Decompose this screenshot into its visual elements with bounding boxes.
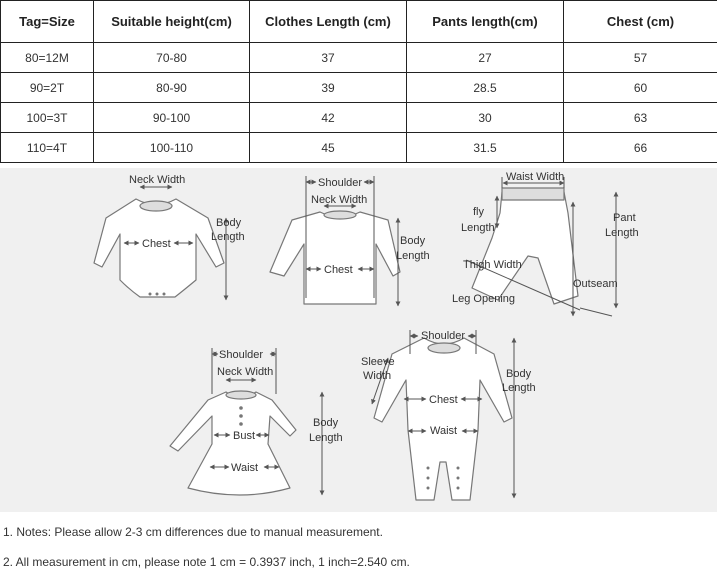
pants-waistband — [502, 188, 564, 200]
shirt-body-label: Body — [400, 235, 426, 247]
dress-outline — [170, 392, 296, 495]
header-clothes-length: Clothes Length (cm) — [250, 1, 407, 43]
cell-pants-length: 27 — [407, 43, 564, 73]
cell-chest: 63 — [564, 103, 717, 133]
romper-collar — [428, 343, 460, 353]
romper-shoulder-label: Shoulder — [421, 330, 466, 342]
pants-fly-length-label: Length — [461, 222, 495, 234]
table-header-row — [1, 1, 717, 43]
table-row — [1, 43, 717, 73]
pants-thigh-width-label: Thigh Width — [463, 259, 522, 271]
romper-outline — [374, 338, 512, 500]
pants-pant-label: Pant — [613, 212, 636, 224]
romper-chest-label: Chest — [429, 394, 458, 406]
cell-chest: 57 — [564, 43, 717, 73]
pants-leg-opening-label: Leg Opening — [452, 293, 515, 305]
header-tag-size: Tag=Size — [1, 1, 94, 43]
header-pants-length: Pants length(cm) — [407, 1, 564, 43]
bodysuit-body-label: Body — [216, 217, 242, 229]
romper-length-label: Length — [502, 382, 536, 394]
pants-fly-label: fly — [473, 206, 484, 218]
dress-bust-label: Bust — [233, 430, 256, 442]
cell-tag-size: 110=4T — [1, 133, 94, 163]
bodysuit-collar — [140, 201, 172, 211]
pants-pant-length-label: Length — [605, 227, 639, 239]
table-row — [1, 103, 717, 133]
cell-chest: 60 — [564, 73, 717, 103]
bodysuit-chest-label: Chest — [142, 238, 171, 250]
cell-clothes-length: 39 — [250, 73, 407, 103]
pants-outline — [472, 192, 578, 304]
cell-suitable-height: 80-90 — [94, 73, 250, 103]
cell-pants-length: 31.5 — [407, 133, 564, 163]
dress-shoulder-label: Shoulder — [219, 349, 264, 361]
romper-sleeve-label: Sleeve — [361, 356, 395, 368]
cell-clothes-length: 45 — [250, 133, 407, 163]
shirt-shoulder-label: Shoulder — [318, 177, 363, 189]
table-row — [1, 133, 717, 163]
shirt-chest-label: Chest — [324, 264, 353, 276]
romper-body-label: Body — [506, 368, 532, 380]
romper-width-label: Width — [363, 370, 392, 382]
cell-pants-length: 28.5 — [407, 73, 564, 103]
table-row — [1, 73, 717, 103]
shirt-length-label: Length — [396, 250, 430, 262]
cell-clothes-length: 37 — [250, 43, 407, 73]
cell-tag-size: 90=2T — [1, 73, 94, 103]
measurement-diagram-svg — [0, 168, 717, 512]
size-table — [0, 0, 717, 163]
dress-neck-width-label: Neck Width — [217, 366, 274, 378]
header-suitable-height: Suitable height(cm) — [94, 1, 250, 43]
shirt-collar — [324, 211, 356, 219]
romper-waist-label: Waist — [430, 425, 458, 437]
bodysuit-length-label: Length — [211, 231, 245, 243]
note-tolerance: 1. Notes: Please allow 2-3 cm differences due to manual measurement. — [3, 525, 383, 539]
shirt-outline — [270, 212, 400, 304]
note-units: 2. All measurement in cm, please note 1 cm = 0.3937 inch, 1 inch=2.540 cm. — [3, 555, 410, 569]
shirt-neck-width-label: Neck Width — [311, 194, 368, 206]
cell-tag-size: 100=3T — [1, 103, 94, 133]
dress-length-label: Length — [309, 432, 343, 444]
bodysuit-neck-width-label: Neck Width — [129, 174, 186, 186]
dress-collar — [226, 391, 256, 399]
measurement-diagram — [0, 168, 717, 512]
cell-suitable-height: 100-110 — [94, 133, 250, 163]
cell-chest: 66 — [564, 133, 717, 163]
cell-clothes-length: 42 — [250, 103, 407, 133]
cell-suitable-height: 70-80 — [94, 43, 250, 73]
cell-pants-length: 30 — [407, 103, 564, 133]
pants-waist-width-label: Waist Width — [506, 171, 565, 183]
dress-waist-label: Waist — [231, 462, 259, 474]
pants-outseam-label: Outseam — [573, 278, 618, 290]
dress-body-label: Body — [313, 417, 339, 429]
cell-suitable-height: 90-100 — [94, 103, 250, 133]
header-chest: Chest (cm) — [564, 1, 717, 43]
cell-tag-size: 80=12M — [1, 43, 94, 73]
